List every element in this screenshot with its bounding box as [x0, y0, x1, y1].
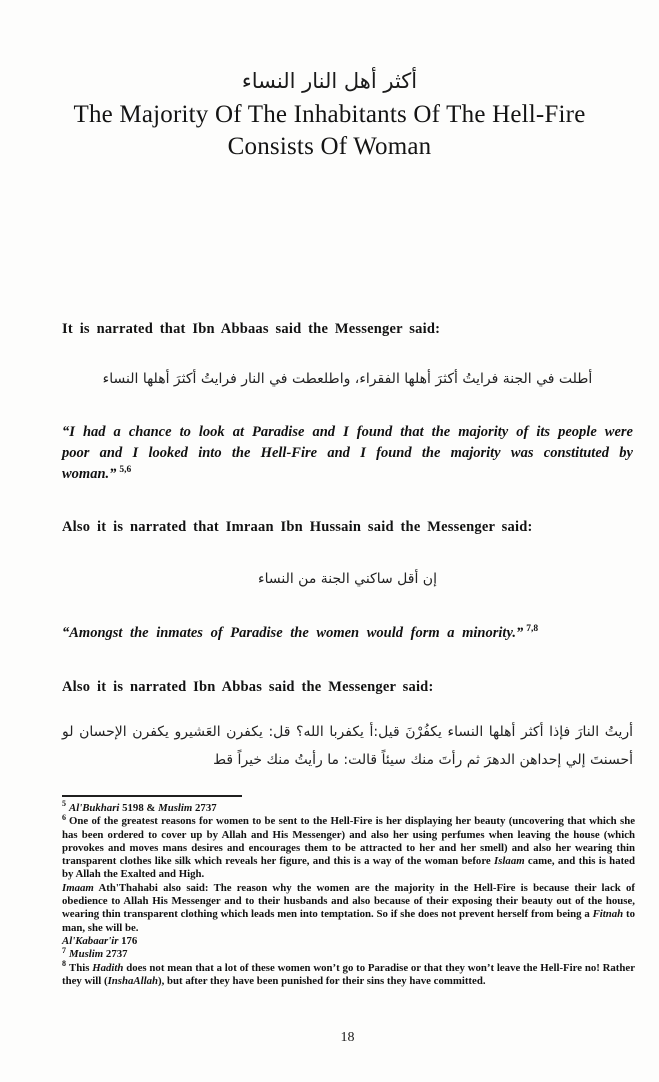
footnote-8-text-part1: This — [69, 961, 93, 974]
footnote-6-text-part3: Ath'Thahabi also said: The reason why the women are the majority in the Hell-Fire is because their lack of obedience to Allah His Messenger and to their husbands and also because of their exposing their beauty out of the house, wearing thin transparent clothing which leads men into temptation. So if she does not prevent herself from being a — [62, 881, 635, 921]
footnote-7-num: 2737 — [103, 948, 128, 961]
footnote-5-num: 2737 — [192, 802, 217, 814]
chapter-title-line2: Consists Of Woman — [227, 133, 432, 160]
footnote-7-source: Muslim — [69, 948, 104, 961]
chapter-title-line1: The Majority Of The Inhabitants Of The Hell-Fire — [73, 101, 586, 128]
footnote-5-mid: 5198 & — [119, 802, 159, 814]
narration1-translation-text: “I had a chance to look at Paradise and I found that the majority of its people were poor and I looked into the Hell-Fire and I found the majority was constituted by woman.” — [62, 424, 633, 482]
footnote-6 — [62, 812, 635, 881]
footnote-6-source — [62, 935, 635, 948]
footnote-5-marker: 5 — [62, 799, 66, 809]
footnote-5-source1: Al'Bukhari — [69, 802, 120, 814]
footnote-6-marker: 6 — [62, 812, 66, 822]
footnotes-section — [62, 795, 635, 988]
chapter-title-english — [0, 99, 659, 163]
footnote-6-imaam-word: Imaam — [62, 881, 94, 894]
footnote-5 — [62, 799, 635, 815]
footnote-6-fitnah-word: Fitnah — [592, 908, 624, 921]
footnote-6-text-part1: One of the greatest reasons for women to be sent to the Hell-Fire is her displaying her beauty (uncovering that which she has been ordered to cover up by Allah and His Messenger) and also her using perfumes when leaving the house (which provokes and moves mans desires and encourages them to be attracted to her and her smell) and also her wearing thin transparent clothes like silk which reveals her figure, and this is a way of the woman before — [62, 815, 635, 868]
footnote-7-marker: 7 — [62, 945, 66, 955]
narration1-translation — [62, 422, 633, 485]
footnote-6-islaam-word: Islaam — [494, 855, 525, 868]
narration1-footnote-refs: 5,6 — [119, 465, 132, 476]
footnote-8-inshaallah-word: InshaAllah — [107, 974, 159, 987]
footnote-6-source-num: 176 — [118, 934, 138, 947]
narration3-intro: Also it is narrated Ibn Abbas said the Messenger said: — [62, 679, 434, 695]
narration2-translation-text: “Amongst the inmates of Paradise the women would form a minority.” — [62, 625, 524, 641]
footnote-7 — [62, 945, 635, 961]
footnote-6-text-part2: came, and this is hated by Allah the Exalted and High. — [62, 855, 635, 881]
footnote-6-text-part4: to man, she will be. — [62, 908, 635, 934]
narration1-intro: It is narrated that Ibn Abbaas said the Messenger said: — [62, 321, 441, 337]
footnote-8-text-part2: does not mean that a lot of these women won’t go to Paradise or that they won’t leave the Hell-Fire no! Rather they will ( — [62, 961, 635, 987]
narration2-intro: Also it is narrated that Imraan Ibn Hussain said the Messenger said: — [62, 519, 533, 535]
page-number: 18 — [340, 1030, 355, 1045]
footnote-separator-rule — [62, 795, 242, 797]
footnote-8-marker: 8 — [62, 958, 66, 968]
narration2-arabic-text: إن أقل ساكني الجنة من النساء — [258, 571, 437, 587]
narration3-arabic-text: أريتُ النارَ فإذا أكثر أهلها النساء يكفُرْنَ قيل:أ يكفربا الله؟ قل: يكفرن العَشيرو يكفرن الإحسان لو أحسنتَ إلي إحداهن الدهرَ ثم رأتَ منك سيئاً قالت: ما رأيتُ منك خيراً قط — [62, 724, 633, 768]
narration2-footnote-refs: 7,8 — [526, 624, 539, 635]
chapter-title-arabic: أكثر أهل النار النساء — [241, 69, 418, 93]
footnote-8-text-part3: ), but after they have been punished for their sins they have committed. — [158, 974, 486, 987]
footnote-8-hadith-word: Hadith — [92, 961, 124, 974]
footnote-6-continuation — [62, 882, 635, 935]
narration1-arabic-text: أطلت في الجنة فرايتُ أكثرَ أهلها الفقراء، واطلعطت في النار فرايتُ أكثرَ أهلها النساء — [102, 371, 593, 387]
chapter-header — [0, 66, 659, 163]
footnote-5-source2: Muslim — [158, 802, 193, 814]
footnote-6-source-title: Al'Kabaar'ir — [62, 934, 119, 947]
narration2-translation — [62, 623, 633, 644]
footnote-8 — [62, 958, 635, 989]
